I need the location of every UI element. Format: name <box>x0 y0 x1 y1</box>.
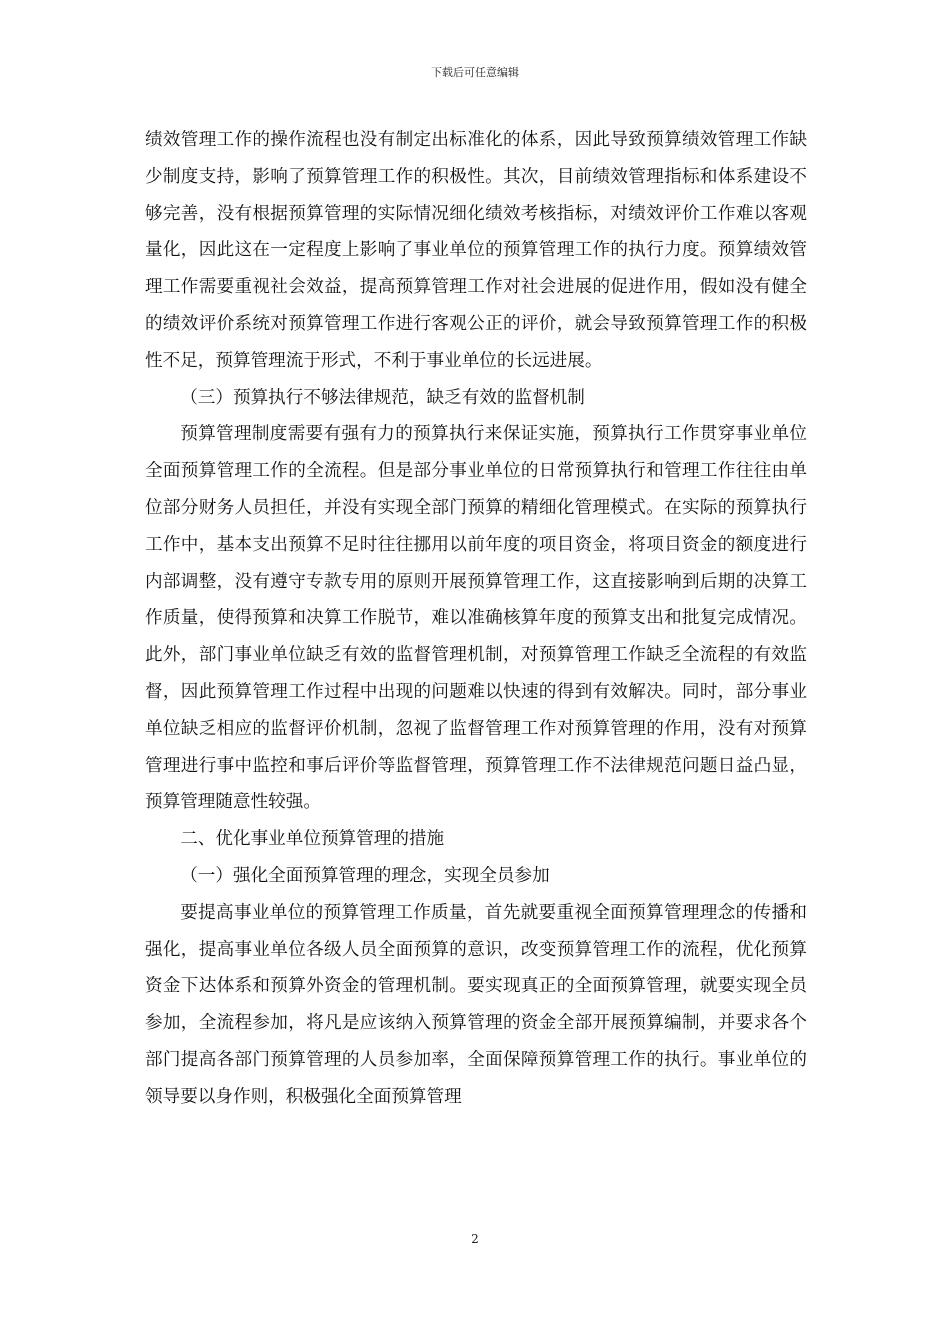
paragraph-budget-execution: 预算管理制度需要有强有力的预算执行来保证实施，预算执行工作贯穿事业单位全面预算管理工作的全流程。但是部分事业单位的日常预算执行和管理工作往往由单位部分财务人员担任，并没有实现全部门预算的精细化管理模式。在实际的预算执行工作中，基本支出预算不足时往往挪用以前年度的项目资金，将项目资金的额度进行内部调整，没有遵守专款专用的原则开展预算管理工作，这直接影响到后期的决算工作质量，使得预算和决算工作脱节，难以准确核算年度的预算支出和批复完成情况。此外，部门事业单位缺乏有效的监督管理机制，对预算管理工作缺乏全流程的有效监督，因此预算管理工作过程中出现的问题难以快速的得到有效解决。同时，部分事业单位缺乏相应的监督评价机制，忽视了监督管理工作对预算管理的作用，没有对预算管理进行事中监控和事后评价等监督管理，预算管理工作不法律规范问题日益凸显，预算管理随意性较强。 <box>145 424 807 813</box>
document-body <box>145 122 807 1116</box>
paragraph-full-participation: 要提高事业单位的预算管理工作质量，首先就要重视全面预算管理理念的传播和强化，提高事业单位各级人员全面预算的意识，改变预算管理工作的流程，优化预算资金下达体系和预算外资金的管理机制。要实现真正的全面预算管理，就要实现全员参加，全流程参加，将凡是应该纳入预算管理的资金全部开展预算编制，并要求各个部门提高各部门预算管理的人员参加率，全面保障预算管理工作的执行。事业单位的领导要以身作则，积极强化全面预算管理 <box>145 902 807 1107</box>
page-header-note: 下载后可任意编辑 <box>431 66 519 79</box>
subsection-heading-full-participation: （一）强化全面预算管理的理念，实现全员参加 <box>180 865 550 886</box>
paragraph-performance-continued: 绩效管理工作的操作流程也没有制定出标准化的体系，因此导致预算绩效管理工作缺少制度支持，影响了预算管理工作的积极性。其次，目前绩效管理指标和体系建设不够完善，没有根据预算管理的实际情况细化绩效考核指标，对绩效评价工作难以客观量化，因此这在一定程度上影响了事业单位的预算管理工作的执行力度。预算绩效管理工作需要重视社会效益，提高预算管理工作对社会进展的促进作用，假如没有健全的绩效评价系统对预算管理工作进行客观公正的评价，就会导致预算管理工作的积极性不足，预算管理流于形式，不利于事业单位的长远进展。 <box>145 130 807 371</box>
section-heading-optimization-measures: 二、优化事业单位预算管理的措施 <box>180 829 445 850</box>
section-heading-budget-execution: （三）预算执行不够法律规范，缺乏有效的监督机制 <box>180 387 585 408</box>
page-number: 2 <box>471 1232 479 1246</box>
